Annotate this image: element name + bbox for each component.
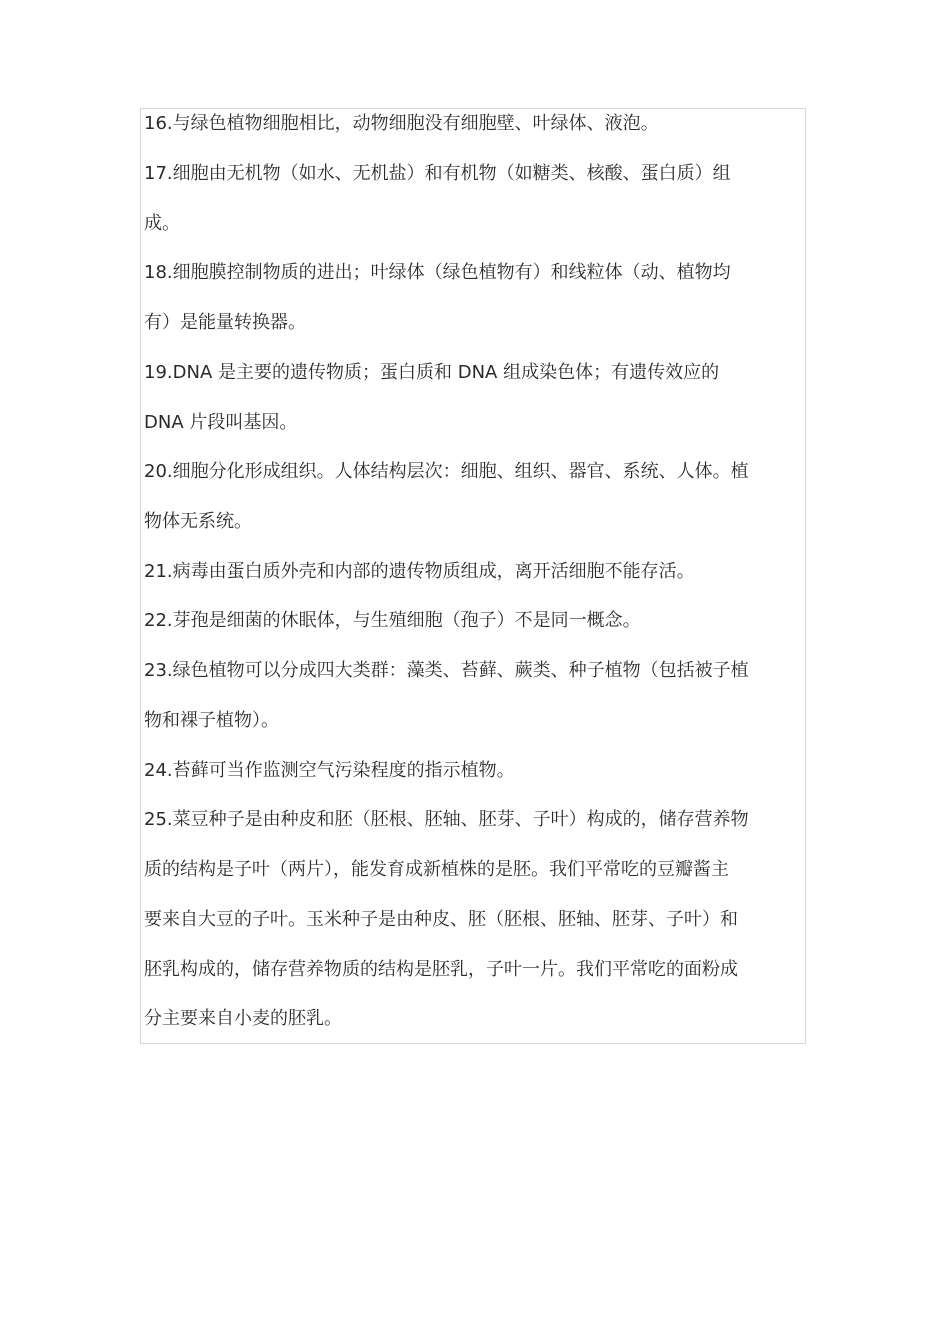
text-line: 要来自大豆的子叶。玉米种子是由种皮、胚（胚根、胚轴、胚芽、子叶）和 — [144, 909, 738, 930]
text-line: 成。 — [144, 213, 180, 234]
text-line: 16.与绿色植物细胞相比，动物细胞没有细胞壁、叶绿体、液泡。 — [144, 113, 659, 134]
text-line: 19.DNA 是主要的遗传物质；蛋白质和 DNA 组成染色体；有遗传效应的 — [144, 362, 720, 383]
text-line: 胚乳构成的，储存营养物质的结构是胚乳，子叶一片。我们平常吃的面粉成 — [144, 959, 738, 980]
text-line: 22.芽孢是细菌的休眠体，与生殖细胞（孢子）不是同一概念。 — [144, 610, 641, 631]
text-line: 17.细胞由无机物（如水、无机盐）和有机物（如糖类、核酸、蛋白质）组 — [144, 163, 731, 184]
document-text-box — [140, 108, 806, 1044]
text-line: 20.细胞分化形成组织。人体结构层次：细胞、组织、器官、系统、人体。植 — [144, 461, 749, 482]
text-line: 质的结构是子叶（两片），能发育成新植株的是胚。我们平常吃的豆瓣酱主 — [144, 859, 729, 880]
text-line: 18.细胞膜控制物质的进出；叶绿体（绿色植物有）和线粒体（动、植物均 — [144, 262, 731, 283]
text-line: 有）是能量转换器。 — [144, 312, 306, 333]
text-line: 分主要来自小麦的胚乳。 — [144, 1008, 342, 1029]
text-line: 21.病毒由蛋白质外壳和内部的遗传物质组成，离开活细胞不能存活。 — [144, 561, 695, 582]
text-line: 物和裸子植物）。 — [144, 710, 279, 731]
text-line: 24.苔藓可当作监测空气污染程度的指示植物。 — [144, 760, 515, 781]
text-line: DNA 片段叫基因。 — [144, 412, 298, 433]
text-line: 23.绿色植物可以分成四大类群：藻类、苔藓、蕨类、种子植物（包括被子植 — [144, 660, 749, 681]
text-line: 物体无系统。 — [144, 511, 252, 532]
text-line: 25.菜豆种子是由种皮和胚（胚根、胚轴、胚芽、子叶）构成的，储存营养物 — [144, 809, 749, 830]
